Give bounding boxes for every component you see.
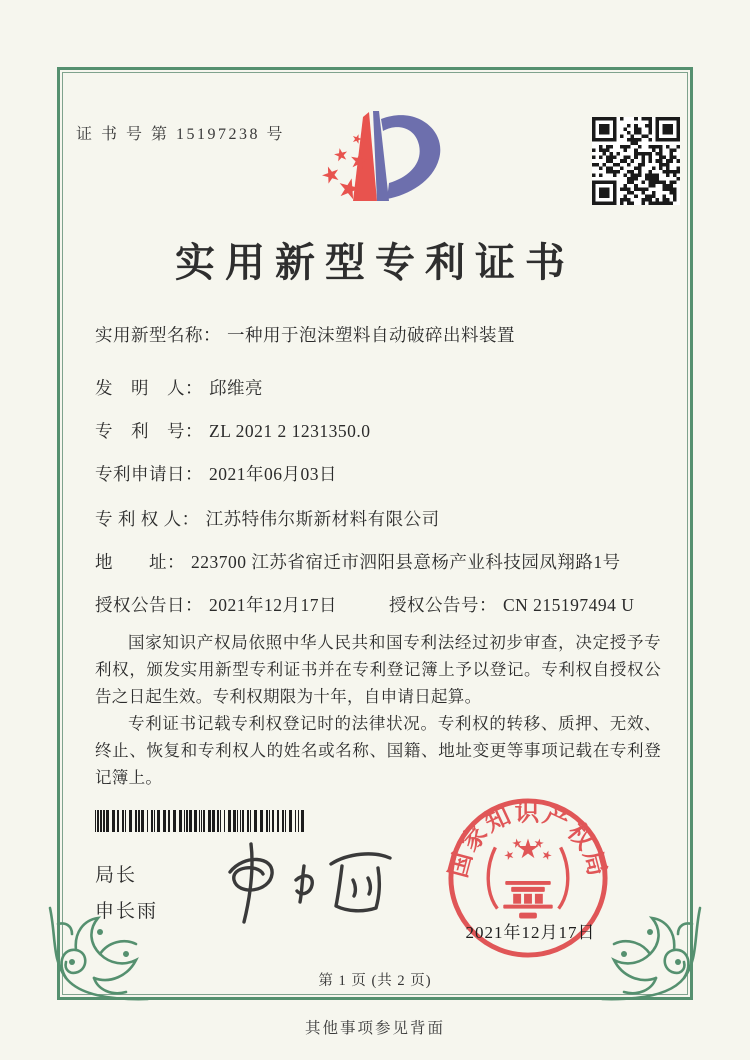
field-label: 授权公告日： — [95, 595, 203, 615]
page-number: 第 1 页 (共 2 页) — [318, 973, 432, 989]
certificate-number: 证 书 号 第 15197238 号 — [76, 126, 286, 143]
field-label: 实用新型名称： — [95, 325, 221, 345]
field-filing-date — [95, 461, 670, 486]
field-value: 邱维亮 — [209, 378, 263, 398]
field-value: 一种用于泡沫塑料自动破碎出料装置 — [227, 325, 515, 345]
cnipa-logo-icon — [297, 97, 463, 217]
field-value: 江苏特伟尔斯新材料有限公司 — [205, 509, 440, 529]
field-address — [95, 549, 670, 574]
field-label: 专利申请日： — [95, 464, 203, 484]
field-label: 授权公告号： — [389, 595, 497, 615]
field-label: 地 址： — [95, 552, 185, 572]
qr-code-icon — [592, 117, 680, 205]
field-utility-model-name — [95, 322, 670, 347]
back-side-note: 其他事项参见背面 — [304, 1020, 445, 1037]
floral-corner-ornament-icon — [596, 902, 714, 1014]
field-patentee — [95, 506, 670, 531]
legal-paragraph-2: 专利证书记载专利权登记时的法律状况。专利权的转移、质押、无效、终止、恢复和专利权人的姓名或名称、国籍、地址变更等事项记载在专利登记簿上。 — [95, 714, 661, 787]
field-label: 发 明 人： — [95, 378, 203, 398]
legal-text-block — [95, 629, 661, 791]
legal-paragraph-1: 国家知识产权局依照中华人民共和国专利法经过初步审查，决定授予专利权，颁发实用新型专利证书并在专利登记簿上予以登记。专利权自授权公告之日起生效。专利权期限为十年，自申请日起算。 — [95, 633, 661, 706]
commissioner-block — [95, 860, 158, 932]
handwritten-signature-icon — [188, 838, 413, 928]
field-label: 专 利 号： — [95, 421, 203, 441]
field-inventor — [95, 375, 670, 400]
field-value: CN 215197494 U — [503, 595, 635, 615]
field-value: ZL 2021 2 1231350.0 — [209, 421, 371, 441]
commissioner-title: 局长 — [95, 865, 138, 886]
field-value: 2021年06月03日 — [209, 464, 337, 484]
seal-date: 2021年12月17日 — [465, 923, 596, 942]
field-patent-number — [95, 418, 670, 443]
seal-circular-text: 国家知识产权局 — [445, 799, 611, 881]
commissioner-name: 申长雨 — [95, 901, 159, 922]
national-emblem — [488, 838, 568, 919]
barcode-icon — [95, 810, 307, 832]
field-value: 223700 江苏省宿迁市泗阳县意杨产业科技园凤翔路1号 — [191, 552, 621, 572]
field-value: 2021年12月17日 — [209, 595, 337, 615]
certificate-title: 实用新型专利证书 — [175, 240, 575, 285]
field-label: 专 利 权 人： — [95, 509, 200, 529]
field-grant-date-and-number — [95, 592, 670, 617]
